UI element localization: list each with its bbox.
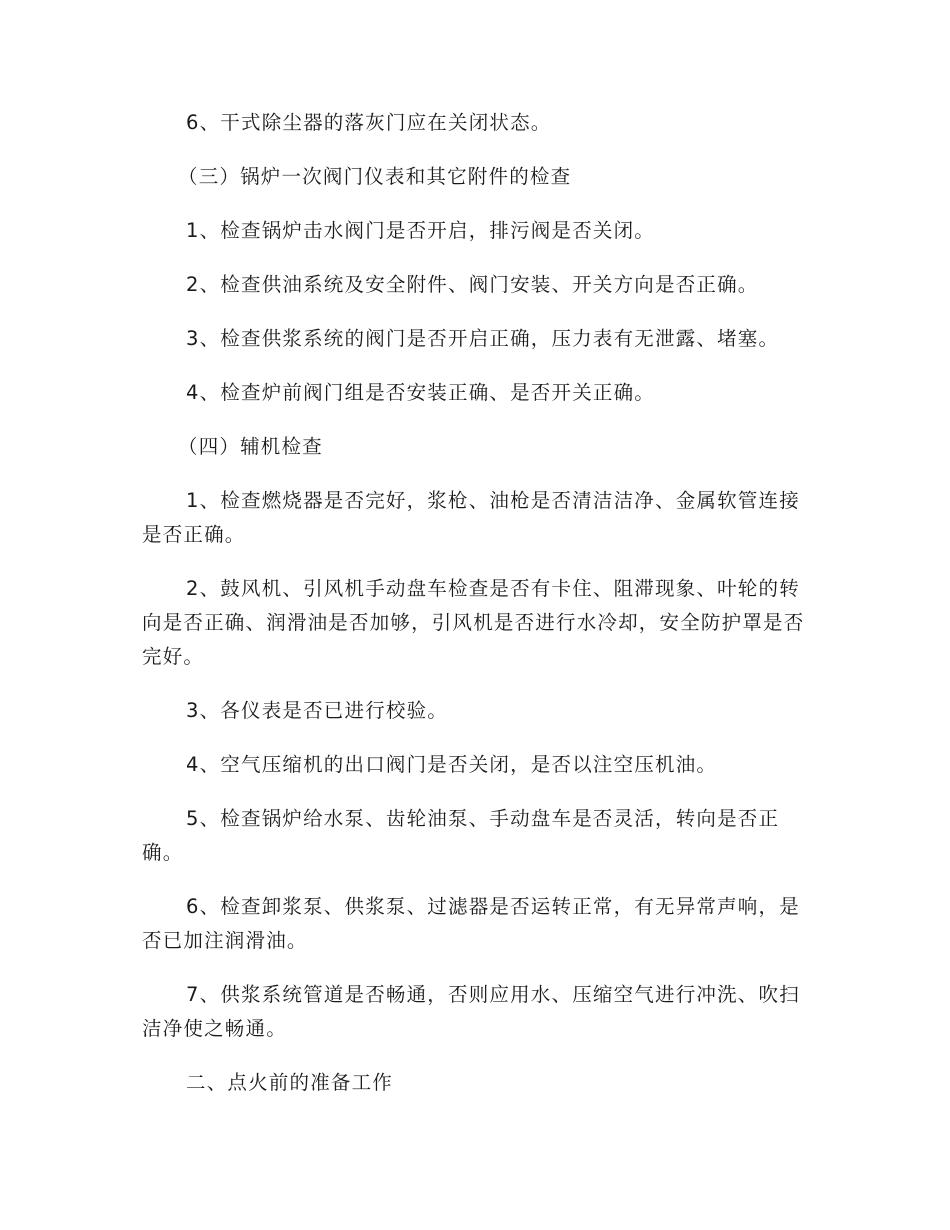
paragraph-aux-check-5: 5、检查锅炉给水泵、齿轮油泵、手动盘车是否灵活，转向是否正确。 xyxy=(142,807,780,864)
paragraph-aux-check-1: 1、检查燃烧器是否完好，浆枪、油枪是否清洁洁净、金属软管连接是否正确。 xyxy=(142,489,800,546)
document-body xyxy=(142,106,812,1120)
paragraph-aux-check-3: 3、各仪表是否已进行校验。 xyxy=(186,699,449,722)
section-heading-auxiliary-check: （四）辅机检查 xyxy=(178,435,323,458)
paragraph-dust-collector-door: 6、干式除尘器的落灰门应在关闭状态。 xyxy=(186,111,552,134)
paragraph-aux-check-4: 4、空气压缩机的出口阀门是否关闭，是否以注空压机油。 xyxy=(186,753,718,776)
paragraph-aux-check-6: 6、检查卸浆泵、供浆泵、过滤器是否运转正常，有无异常声响，是否已加注润滑油。 xyxy=(142,895,800,952)
paragraph-valve-check-4: 4、检查炉前阀门组是否安装正确、是否开关正确。 xyxy=(186,381,656,404)
section-heading-valves-instruments: （三）锅炉一次阀门仪表和其它附件的检查 xyxy=(178,165,572,188)
section-heading-pre-ignition: 二、点火前的准备工作 xyxy=(186,1071,394,1094)
paragraph-aux-check-7: 7、供浆系统管道是否畅通，否则应用水、压缩空气进行冲洗、吹扫洁净使之畅通。 xyxy=(142,983,800,1040)
paragraph-valve-check-3: 3、检查供浆系统的阀门是否开启正确，压力表有无泄露、堵塞。 xyxy=(186,327,780,350)
paragraph-aux-check-2: 2、鼓风机、引风机手动盘车检查是否有卡住、阻滞现象、叶轮的转向是否正确、润滑油是否加够，引风机是否进行水冷却，安全防护罩是否完好。 xyxy=(142,577,805,668)
paragraph-valve-check-2: 2、检查供油系统及安全附件、阀门安装、开关方向是否正确。 xyxy=(186,273,759,296)
paragraph-valve-check-1: 1、检查锅炉击水阀门是否开启，排污阀是否关闭。 xyxy=(186,219,656,242)
